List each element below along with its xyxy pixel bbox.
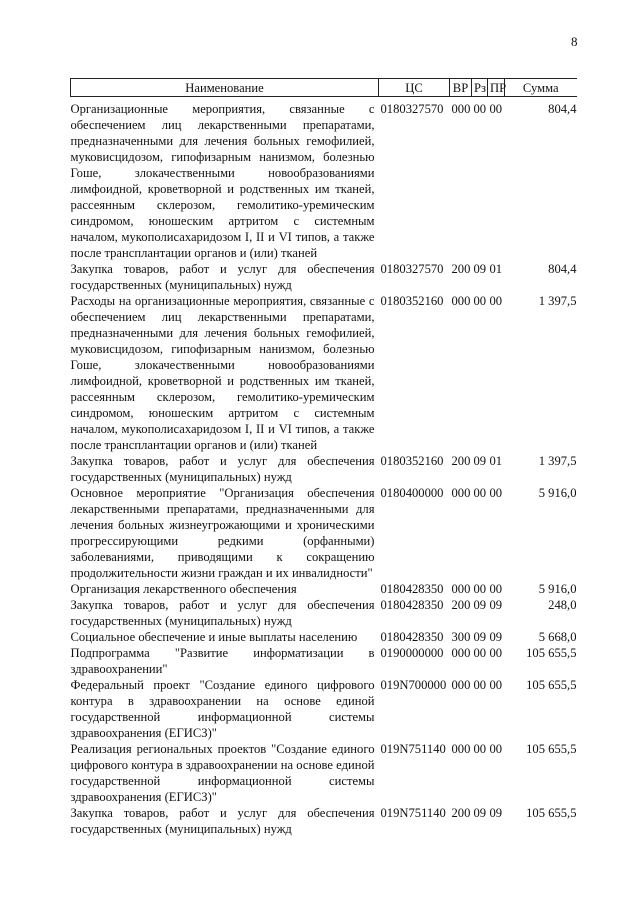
table-row (71, 597, 577, 629)
row-cs: 019N751140 (380, 806, 446, 820)
row-cs: 0180327570 (380, 102, 444, 116)
row-sum: 105 655,5 (526, 806, 577, 820)
table-row (71, 805, 577, 837)
page-number: 8 (571, 34, 578, 49)
row-sum: 5 916,0 (538, 486, 577, 500)
row-name: Федеральный проект "Создание единого цифрового контура в здравоохранении на основе единой государственной информационной системы здравоохранения (ЕГИСЗ)" (70, 678, 375, 740)
table-header (71, 79, 577, 97)
row-sum: 804,4 (548, 262, 577, 276)
row-vr: 000 (451, 486, 471, 500)
row-pr: 00 (489, 678, 503, 692)
row-name: Закупка товаров, работ и услуг для обеспечения государственных (муниципальных) нужд (70, 598, 375, 628)
table-row (71, 629, 577, 645)
row-sum: 5 668,0 (538, 630, 577, 644)
row-pr: 00 (489, 102, 503, 116)
row-rz: 09 (473, 262, 487, 276)
row-sum: 248,0 (548, 598, 577, 612)
row-vr: 300 (451, 630, 471, 644)
header-rz: Рз (472, 79, 488, 97)
row-name: Закупка товаров, работ и услуг для обеспечения государственных (муниципальных) нужд (70, 454, 375, 484)
row-name: Закупка товаров, работ и услуг для обеспечения государственных (муниципальных) нужд (70, 262, 375, 292)
row-pr: 09 (489, 806, 503, 820)
row-pr: 00 (489, 582, 503, 596)
row-rz: 00 (473, 646, 487, 660)
row-pr: 09 (489, 598, 503, 612)
row-vr: 000 (451, 582, 471, 596)
row-sum: 804,4 (548, 102, 577, 116)
row-vr: 200 (451, 598, 471, 612)
table-row (71, 581, 577, 597)
table-row (71, 485, 577, 581)
row-sum: 1 397,5 (538, 294, 577, 308)
row-vr: 000 (451, 678, 471, 692)
row-cs: 0180428350 (380, 582, 444, 596)
row-cs: 0180352160 (380, 294, 444, 308)
row-rz: 00 (473, 294, 487, 308)
row-rz: 00 (473, 582, 487, 596)
row-rz: 00 (473, 102, 487, 116)
row-pr: 00 (489, 646, 503, 660)
row-sum: 5 916,0 (538, 582, 577, 596)
row-pr: 00 (489, 742, 503, 756)
row-vr: 000 (451, 646, 471, 660)
row-name: Расходы на организационные мероприятия, связанные с обеспечением лиц лекарственными препаратами, предназначенными для лечения больных гемофилией, муковисцидозом, гипофизарным нанизмом, болезнью Гоше, злокачественными новообразованиями лимфоидной, кроветворной и родственных им тканей, рассеянным склерозом, гемолитико-уремическим синдромом, юношеским артритом с системным началом, мукополисахаридозом I, II и VI типов, а также после трансплантации органов и (или) тканей (70, 294, 375, 452)
row-pr: 09 (489, 630, 503, 644)
row-cs: 0190000000 (380, 646, 444, 660)
row-rz: 09 (473, 454, 487, 468)
header-cs: ЦС (379, 79, 450, 97)
row-vr: 000 (451, 742, 471, 756)
table-row (71, 453, 577, 485)
row-rz: 09 (473, 806, 487, 820)
table-body (71, 97, 577, 838)
header-sum: Сумма (505, 79, 577, 97)
table-row (71, 741, 577, 805)
row-pr: 00 (489, 294, 503, 308)
row-vr: 000 (451, 294, 471, 308)
row-pr: 01 (489, 454, 503, 468)
header-pr: ПР (488, 79, 505, 97)
row-pr: 01 (489, 262, 503, 276)
row-name: Реализация региональных проектов "Создание единого цифрового контура в здравоохранении на основе единой государственной информационной системы здравоохранения (ЕГИСЗ)" (70, 742, 375, 804)
row-cs: 0180400000 (380, 486, 444, 500)
row-cs: 0180327570 (380, 262, 444, 276)
row-vr: 200 (451, 454, 471, 468)
table-row (71, 677, 577, 741)
row-rz: 09 (473, 630, 487, 644)
header-vr: ВР (450, 79, 472, 97)
row-pr: 00 (489, 486, 503, 500)
row-rz: 00 (473, 486, 487, 500)
table-row (71, 645, 577, 677)
row-name: Закупка товаров, работ и услуг для обеспечения государственных (муниципальных) нужд (70, 806, 375, 836)
row-cs: 019N700000 (380, 678, 447, 692)
row-sum: 105 655,5 (526, 742, 577, 756)
header-name: Наименование (71, 79, 379, 97)
row-vr: 000 (451, 102, 471, 116)
row-cs: 0180428350 (380, 598, 444, 612)
row-sum: 1 397,5 (538, 454, 577, 468)
row-sum: 105 655,5 (526, 678, 577, 692)
row-name: Основное мероприятие "Организация обеспечения лекарственными препаратами, предназначенными для лечения больных жизнеугрожающими и хроническими прогрессирующими редкими (орфанными) заболеваниями, приводящими к сокращению продолжительности жизни граждан и их инвалидности" (70, 486, 375, 580)
row-rz: 09 (473, 598, 487, 612)
row-vr: 200 (451, 262, 471, 276)
row-cs: 0180352160 (380, 454, 444, 468)
row-cs: 0180428350 (380, 630, 444, 644)
row-name: Организация лекарственного обеспечения (70, 582, 297, 596)
table-row (71, 293, 577, 453)
row-sum: 105 655,5 (526, 646, 577, 660)
table-row (71, 261, 577, 293)
row-name: Социальное обеспечение и иные выплаты населению (70, 630, 358, 644)
row-rz: 00 (473, 678, 487, 692)
row-cs: 019N751140 (380, 742, 446, 756)
row-name: Подпрограмма "Развитие информатизации в здравоохранении" (70, 646, 375, 676)
row-rz: 00 (473, 742, 487, 756)
table-row (71, 97, 577, 262)
row-vr: 200 (451, 806, 471, 820)
row-name: Организационные мероприятия, связанные с обеспечением лиц лекарственными препаратами, предназначенными для лечения больных гемофилией, муковисцидозом, гипофизарным нанизмом, болезнью Гоше, злокачественными новообразованиями лимфоидной, кроветворной и родственных им тканей, рассеянным склерозом, гемолитико-уремическим синдромом, юношеским артритом с системным началом, мукополисахаридозом I, II и VI типов, а также после трансплантации органов и (или) тканей (70, 102, 375, 260)
budget-table (70, 78, 577, 837)
